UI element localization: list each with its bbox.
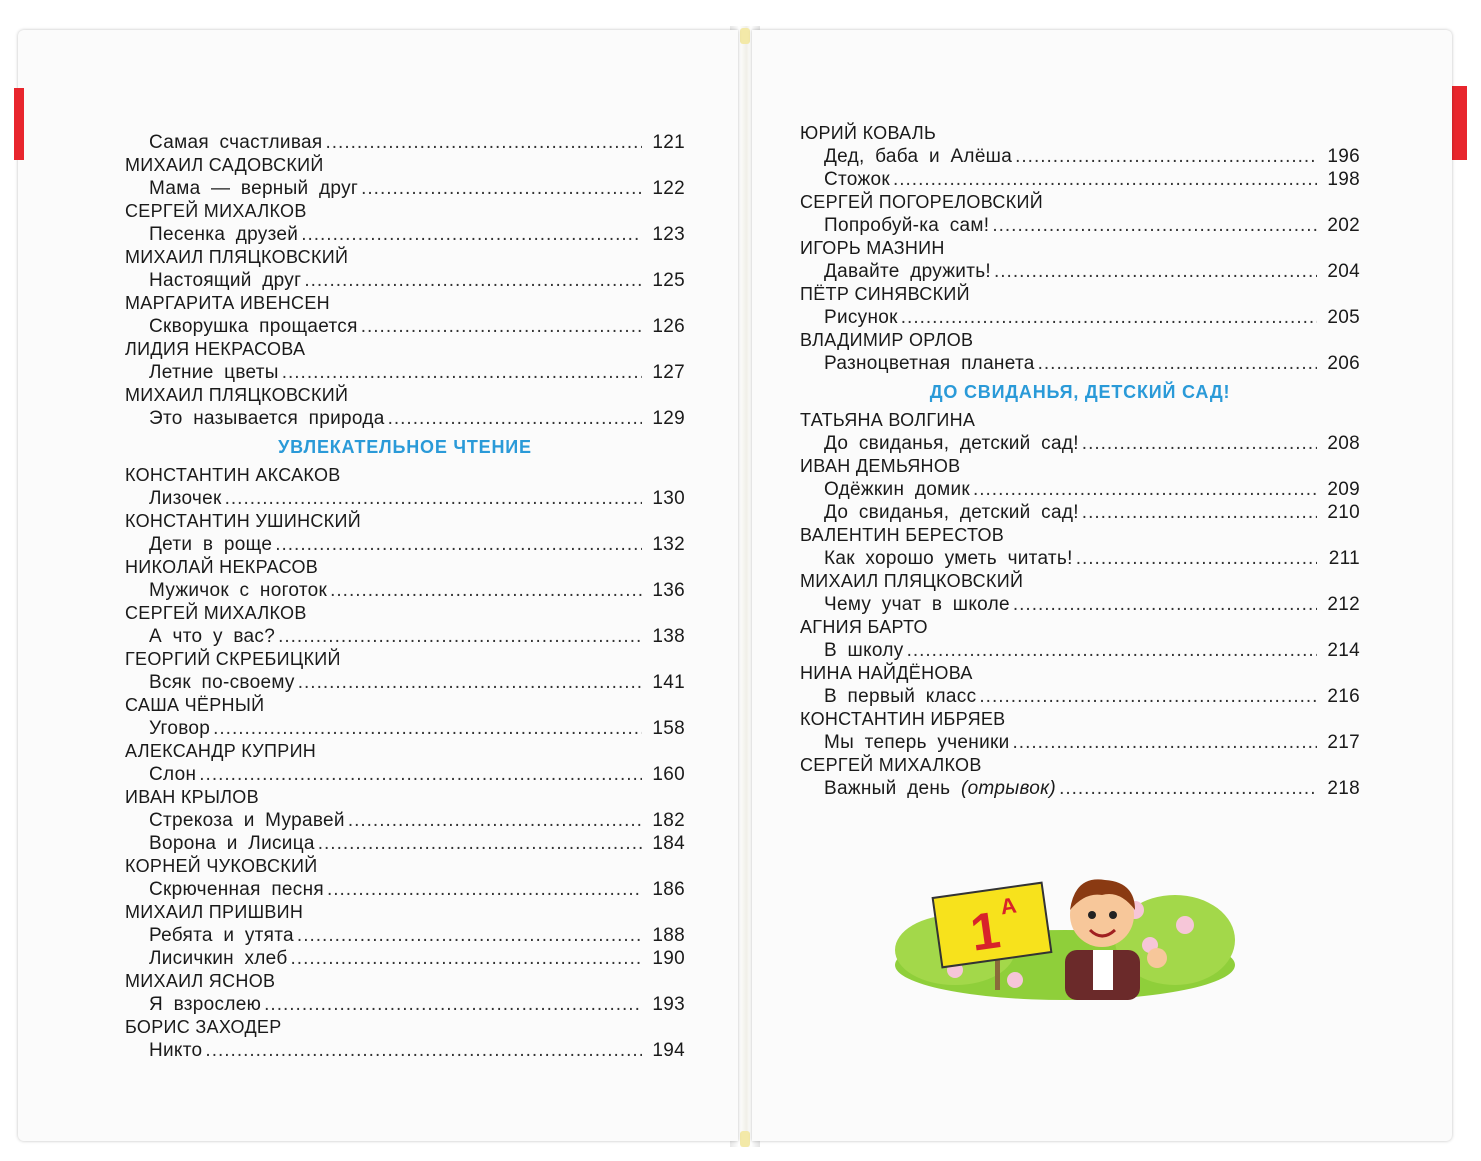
toc-author: МАРГАРИТА ИВЕНСЕН [125,293,330,313]
sign-sup: А [998,892,1019,920]
toc-author: ИВАН КРЫЛОВ [125,787,259,807]
toc-author: ТАТЬЯНА ВОЛГИНА [800,410,976,430]
toc-leader-dots [361,315,642,338]
toc-leader-dots [901,306,1317,329]
toc-entry-title: В первый класс [824,686,977,707]
toc-leader-dots [1059,777,1317,800]
sign-text: 1 [967,901,1004,963]
toc-page-number: 132 [652,534,685,555]
toc-entry [125,269,685,292]
toc-entry-title-wrap [125,223,298,246]
toc-entry [125,832,685,855]
toc-author: ПЁТР СИНЯВСКИЙ [800,284,970,304]
toc-author: НИНА НАЙДЁНОВА [800,663,973,683]
toc-entry [800,685,1360,708]
toc-entry [800,145,1360,168]
toc-entry-title: Уговор [149,718,211,739]
toc-entry [800,593,1360,616]
toc-page-number: 122 [652,178,685,199]
toc-entry-title-wrap [125,625,275,648]
toc-entry-title-wrap [125,361,279,384]
toc-author: АГНИЯ БАРТО [800,617,928,637]
toc-entry-title: Летние цветы [149,362,279,383]
toc-entry-title: Мама — верный друг [149,178,359,199]
toc-entry [125,993,685,1016]
toc-entry [125,131,685,154]
toc-author: БОРИС ЗАХОДЕР [125,1017,282,1037]
toc-entry-title: Это называется природа [149,408,385,429]
toc-entry-title: Дед, баба и Алёша [824,146,1013,167]
toc-entry-title-wrap [800,777,1056,800]
toc-author: МИХАИЛ ПРИШВИН [125,902,304,922]
toc-entry-title: Мужичок с ноготок [149,580,328,601]
toc-entry [125,717,685,740]
toc-author: ЮРИЙ КОВАЛЬ [800,123,937,143]
toc-entry-title-wrap [800,352,1035,375]
toc-leader-dots [297,924,642,947]
toc-entry-title: Скрюченная песня [149,879,324,900]
toc-leader-dots [1076,547,1317,570]
spine-headband-top [740,28,750,44]
toc-entry-title: Ворона и Лисица [149,833,315,854]
toc-page-number: 186 [652,879,685,900]
toc-page-number: 206 [1327,353,1360,374]
toc-leader-dots [304,269,642,292]
toc-author: КОНСТАНТИН АКСАКОВ [125,465,341,485]
toc-entry-title-wrap [125,993,261,1016]
toc-page-number: 136 [652,580,685,601]
toc-entry [125,671,685,694]
toc-entry-title: Скворушка прощается [149,316,358,337]
toc-leader-dots [301,223,642,246]
toc-author: АЛЕКСАНДР КУПРИН [125,741,317,761]
toc-entry [800,168,1360,191]
schoolboy-illustration [895,870,1235,1000]
toc-entry [800,432,1360,455]
toc-entry-title: Чему учат в школе [824,594,1010,615]
toc-entry [125,533,685,556]
toc-author: СЕРГЕЙ МИХАЛКОВ [800,755,982,775]
bookmark-tab-left [14,88,24,160]
toc-leader-dots [1038,352,1317,375]
toc-entry-title-wrap [800,639,904,662]
toc-leader-dots [973,478,1317,501]
toc-author: ИГОРЬ МАЗНИН [800,238,945,258]
toc-leader-dots [1013,593,1317,616]
toc-entry-title-wrap [800,432,1079,455]
toc-entry-title: Разноцветная планета [824,353,1035,374]
toc-author: ИВАН ДЕМЬЯНОВ [800,456,961,476]
toc-page-number: 198 [1327,169,1360,190]
toc-leader-dots [264,993,642,1016]
toc-page-number: 217 [1327,732,1360,753]
toc-entry-title: Мы теперь ученики [824,732,1010,753]
toc-leader-dots [199,763,642,786]
toc-entry-title: А что у вас? [149,626,276,647]
toc-entry [800,547,1360,570]
toc-entry-title-wrap [800,478,970,501]
toc-entry-title-wrap [800,260,991,283]
toc-entry [125,407,685,430]
toc-page-number: 208 [1327,433,1360,454]
toc-author: КОНСТАНТИН ИБРЯЕВ [800,709,1006,729]
toc-author: СЕРГЕЙ МИХАЛКОВ [125,603,307,623]
toc-entry [125,947,685,970]
toc-author: КОНСТАНТИН УШИНСКИЙ [125,511,361,531]
toc-entry-title-wrap [800,168,890,191]
toc-entry-title: Никто [149,1040,203,1061]
toc-entry-title-wrap [125,1039,202,1062]
toc-entry-title-wrap [125,407,385,430]
toc-leader-dots [213,717,642,740]
toc-left-column [125,131,685,1062]
toc-page-number: 212 [1327,594,1360,615]
toc-page-number: 125 [652,270,685,291]
toc-leader-dots [893,168,1317,191]
toc-entry-title-wrap [125,832,315,855]
toc-entry [125,878,685,901]
toc-leader-dots [225,487,642,510]
toc-entry [125,361,685,384]
toc-page-number: 123 [652,224,685,245]
toc-entry-title-wrap [125,177,358,200]
toc-entry-title: Стожок [824,169,890,190]
toc-section-heading: УВЛЕКАТЕЛЬНОЕ ЧТЕНИЕ [278,437,532,457]
toc-leader-dots [992,214,1317,237]
toc-entry [125,625,685,648]
toc-entry-title-wrap [125,763,196,786]
toc-page-number: 205 [1327,307,1360,328]
toc-entry [125,487,685,510]
toc-entry-title: Важный день [824,778,951,799]
toc-entry [125,924,685,947]
toc-leader-dots [325,131,642,154]
toc-entry-title: Я взрослею [149,994,262,1015]
boy-shirt [1093,950,1113,990]
flower [1176,916,1194,934]
toc-page-number: 190 [652,948,685,969]
toc-entry-title: Давайте дружить! [824,261,991,282]
toc-entry-title: Всяк по-своему [149,672,295,693]
toc-leader-dots [1082,501,1317,524]
toc-entry [800,214,1360,237]
boy-eye [1109,911,1117,919]
toc-entry-title: Самая счастливая [149,132,323,153]
toc-author: КОРНЕЙ ЧУКОВСКИЙ [125,856,318,876]
toc-leader-dots [994,260,1317,283]
toc-entry-title-wrap [800,501,1079,524]
toc-entry [125,177,685,200]
toc-page-number: 211 [1328,548,1360,569]
toc-page-number: 138 [652,626,685,647]
toc-entry-title: Рисунок [824,307,898,328]
toc-leader-dots [348,809,642,832]
toc-author: МИХАИЛ ПЛЯЦКОВСКИЙ [800,571,1024,591]
toc-entry-title: Ребята и утята [149,925,294,946]
toc-entry [800,731,1360,754]
toc-author: МИХАИЛ ЯСНОВ [125,971,276,991]
boy-hand [1147,948,1167,968]
toc-page-number: 129 [652,408,685,429]
toc-entry-title-wrap [125,947,288,970]
toc-entry-title-wrap [800,214,989,237]
toc-entry [800,501,1360,524]
toc-entry-title-wrap [125,579,327,602]
toc-entry-title-wrap [800,306,898,329]
toc-leader-dots [275,533,642,556]
toc-author: ГЕОРГИЙ СКРЕБИЦКИЙ [125,649,341,669]
toc-author: НИКОЛАЙ НЕКРАСОВ [125,557,319,577]
toc-entry-title: Одёжкин домик [824,479,970,500]
toc-page-number: 202 [1327,215,1360,236]
toc-entry-title: Слон [149,764,197,785]
toc-page-number: 204 [1327,261,1360,282]
toc-page-number: 214 [1327,640,1360,661]
toc-entry-title: Настоящий друг [149,270,302,291]
toc-entry-title: Как хорошо уметь читать! [824,548,1073,569]
toc-leader-dots [907,639,1317,662]
toc-leader-dots [298,671,642,694]
toc-entry-title: Песенка друзей [149,224,299,245]
toc-entry-title-wrap [125,487,222,510]
toc-page-number: 210 [1327,502,1360,523]
toc-leader-dots [330,579,642,602]
toc-entry [125,763,685,786]
toc-leader-dots [278,625,642,648]
toc-entry-title-wrap [125,671,295,694]
toc-author: МИХАИЛ ПЛЯЦКОВСКИЙ [125,247,349,267]
toc-entry [125,315,685,338]
toc-author: СЕРГЕЙ ПОГОРЕЛОВСКИЙ [800,192,1043,212]
toc-entry-title-wrap [125,878,324,901]
toc-right-column [800,122,1360,800]
toc-leader-dots [361,177,642,200]
toc-entry [800,478,1360,501]
toc-page-number: 127 [652,362,685,383]
toc-author: МИХАИЛ САДОВСКИЙ [125,155,324,175]
boy-eye [1088,911,1096,919]
toc-page-number: 182 [652,810,685,831]
toc-leader-dots [388,407,642,430]
toc-entry [800,639,1360,662]
toc-page-number: 188 [652,925,685,946]
toc-entry [800,352,1360,375]
toc-entry-title-wrap [800,593,1010,616]
toc-leader-dots [205,1039,642,1062]
toc-page-number: 194 [652,1040,685,1061]
toc-author: ЛИДИЯ НЕКРАСОВА [125,339,306,359]
toc-page-number: 158 [652,718,685,739]
toc-entry-title-wrap [800,547,1073,570]
toc-entry [800,306,1360,329]
toc-entry-title-wrap [125,809,345,832]
toc-leader-dots [1013,731,1317,754]
toc-page-number: 184 [652,833,685,854]
toc-entry-title-wrap [800,731,1010,754]
toc-entry-title: До свиданья, детский сад! [824,502,1079,523]
toc-leader-dots [282,361,642,384]
toc-page-number: 209 [1327,479,1360,500]
toc-page-number: 141 [652,672,685,693]
toc-leader-dots [291,947,642,970]
toc-entry-title: Лизочек [149,488,222,509]
toc-entry-title-wrap [125,717,210,740]
toc-leader-dots [979,685,1317,708]
toc-entry-title-wrap [125,269,301,292]
toc-entry-title: Стрекоза и Муравей [149,810,345,831]
toc-section-heading: ДО СВИДАНЬЯ, ДЕТСКИЙ САД! [929,382,1231,402]
toc-entry-title-wrap [125,533,272,556]
toc-author: САША ЧЁРНЫЙ [125,695,265,715]
toc-entry-title: В школу [824,640,904,661]
toc-entry [125,809,685,832]
toc-page-number: 218 [1327,778,1360,799]
toc-page-number: 160 [652,764,685,785]
toc-page-number: 126 [652,316,685,337]
spine-headband-bottom [740,1131,750,1147]
toc-entry [800,260,1360,283]
toc-leader-dots [327,878,642,901]
toc-page-number: 121 [652,132,685,153]
toc-entry-title: Попробуй-ка сам! [824,215,990,236]
toc-entry [125,1039,685,1062]
toc-author: МИХАИЛ ПЛЯЦКОВСКИЙ [125,385,349,405]
toc-entry [125,223,685,246]
toc-leader-dots [1015,145,1317,168]
toc-entry-title-wrap [800,685,976,708]
toc-entry [125,579,685,602]
toc-entry-title-wrap [125,315,358,338]
toc-page-number: 193 [652,994,685,1015]
toc-page-number: 196 [1327,146,1360,167]
toc-entry-note: (отрывок) [960,778,1057,799]
toc-entry [800,777,1360,800]
toc-leader-dots [318,832,642,855]
toc-leader-dots [1082,432,1317,455]
toc-page-number: 216 [1327,686,1360,707]
toc-entry-title: До свиданья, детский сад! [824,433,1079,454]
toc-entry-title: Лисичкин хлеб [149,948,288,969]
toc-entry-title-wrap [800,145,1012,168]
toc-author: СЕРГЕЙ МИХАЛКОВ [125,201,307,221]
toc-author: ВЛАДИМИР ОРЛОВ [800,330,974,350]
toc-entry-title-wrap [125,924,294,947]
toc-entry-title-wrap [125,131,322,154]
toc-page-number: 130 [652,488,685,509]
flower [1007,972,1023,988]
toc-entry-title: Дети в роще [149,534,273,555]
toc-author: ВАЛЕНТИН БЕРЕСТОВ [800,525,1005,545]
